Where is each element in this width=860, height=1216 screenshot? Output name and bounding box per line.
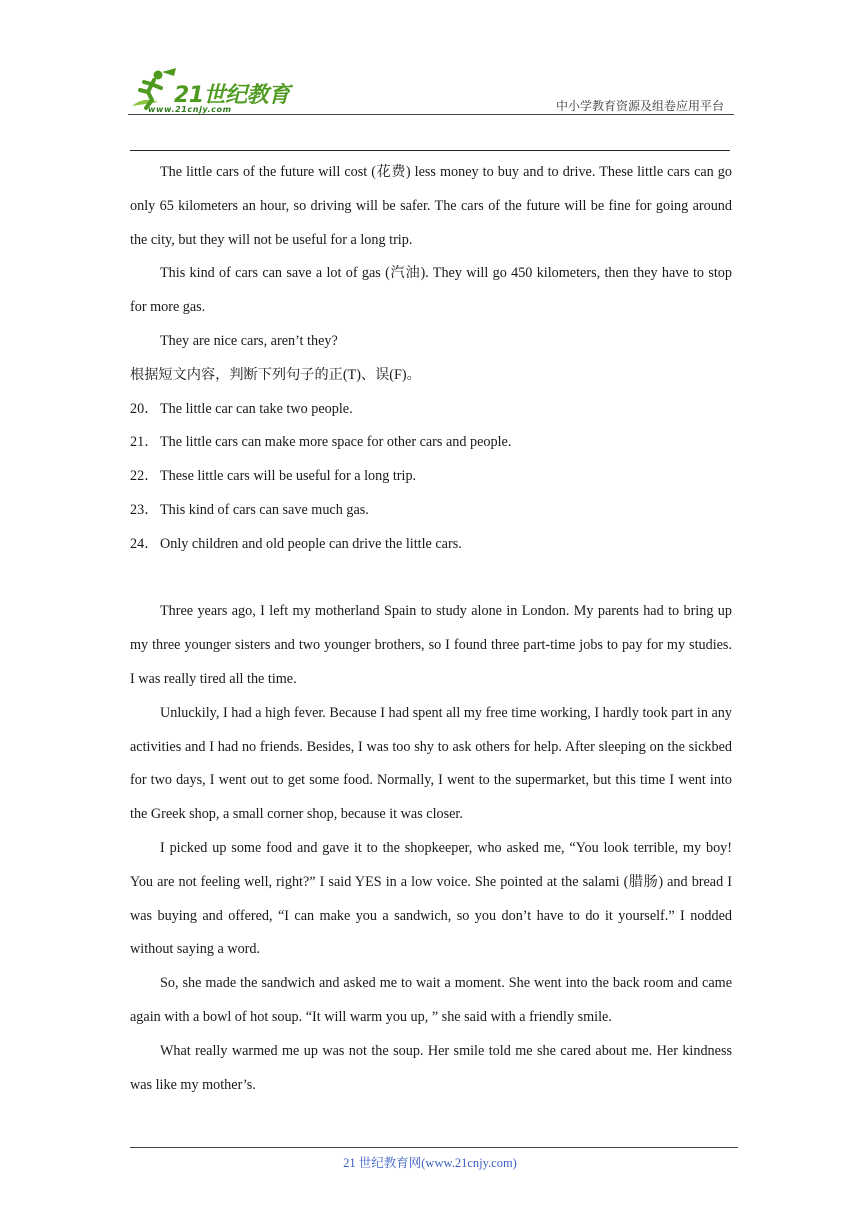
site-tagline: 中小学教育资源及组卷应用平台 (555, 99, 724, 113)
paragraph: Three years ago, I left my motherland Spain to study alone in London. My parents had to bring up my three younger sisters and two younger brothers, so I found three part-time jobs to pay for my studies. I was really tired all the time. (130, 603, 732, 687)
question-number: 23． (130, 501, 159, 518)
paragraph: So, she made the sandwich and asked me to wait a moment. She went into the back room and came again with a bowl of hot soup. “It will warm you up, ” she said with a friendly smile. (130, 975, 732, 1025)
question-item (130, 528, 732, 562)
question-item (130, 426, 732, 460)
question-item (130, 494, 732, 528)
paragraph: Unluckily, I had a high fever. Because I had spent all my free time working, I hardly took part in any activities and I had no friends. Besides, I was too shy to ask others for help. After sleeping on the sickbed for two days, I went out to get some food. Normally, I went to the supermarket, but this time I went into the Greek shop, a small corner shop, because it was closer. (130, 704, 732, 823)
paragraph: They are nice cars, aren’t they? (160, 332, 338, 349)
logo-text: 21世纪教育 (174, 83, 290, 108)
instruction: 根据短文内容，判断下列句子的正(T)、误(F)。 (130, 366, 421, 383)
paragraph: I picked up some food and gave it to the shopkeeper, who asked me, “You look terrible, my boy! You are not feeling well, right?” I said YES in a low voice. She pointed at the salami (腊肠) and bread I was buying and offered, “I can make you a sandwich, so you don’t have to do it yourself.” I nodded without saying a word. (130, 839, 732, 958)
question-text: This kind of cars can save much gas. (160, 501, 369, 518)
passage-cars (130, 156, 732, 562)
paragraph: This kind of cars can save a lot of gas (汽油). They will go 450 kilometers, then they have to stop for more gas. (130, 265, 732, 316)
page-footer: 21 世纪教育网(www.21cnjy.com) (343, 1156, 517, 1170)
section-gap (130, 562, 732, 596)
question-text: The little cars can make more space for other cars and people. (160, 434, 512, 451)
logo-url: www.21cnjy.com (148, 105, 232, 114)
question-number: 21． (130, 434, 159, 451)
page-header (0, 0, 860, 160)
question-number: 24． (130, 535, 159, 552)
question-number: 20． (130, 400, 159, 417)
header-divider (128, 114, 734, 115)
passage-london (130, 595, 732, 1102)
question-item (130, 460, 732, 494)
question-text: The little car can take two people. (160, 400, 353, 417)
question-text: Only children and old people can drive the little cars. (160, 535, 462, 552)
content-top-rule (130, 150, 730, 151)
document-body (130, 156, 732, 1102)
question-number: 22． (130, 468, 159, 485)
footer-divider (130, 1147, 738, 1148)
question-item (130, 393, 732, 427)
paragraph: The little cars of the future will cost (花费) less money to buy and to drive. These little cars can go only 65 kilometers an hour, so driving will be safer. The cars of the future will be fine for going around the city, but they will not be useful for a long trip. (130, 164, 732, 248)
paragraph: What really warmed me up was not the soup. Her smile told me she cared about me. Her kindness was like my mother’s. (130, 1042, 732, 1093)
question-text: These little cars will be useful for a long trip. (160, 468, 417, 485)
site-logo (124, 66, 294, 116)
